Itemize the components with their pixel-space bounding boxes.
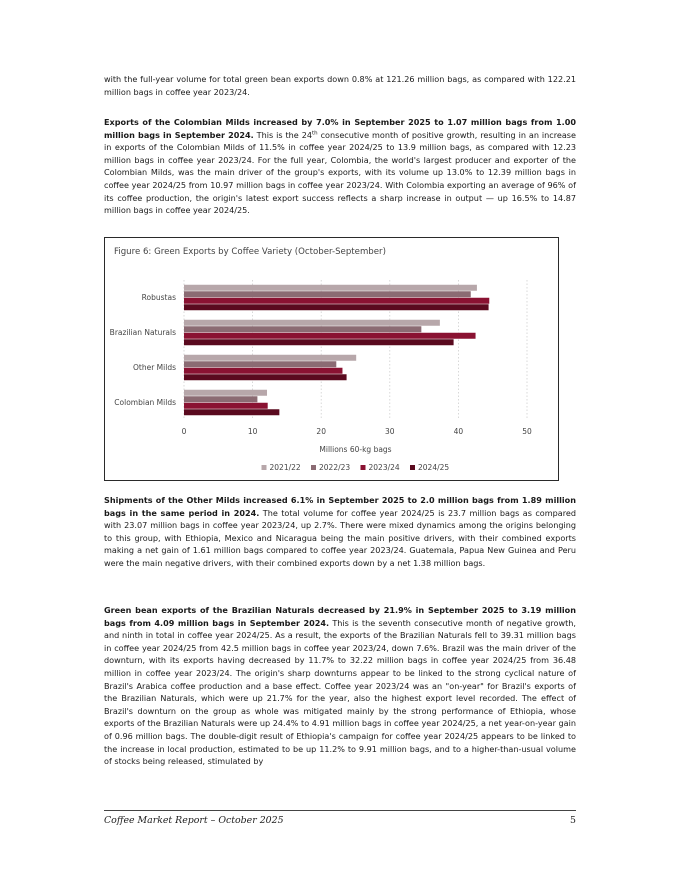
category-label: Brazilian Naturals	[109, 328, 176, 337]
superscript: th	[312, 129, 318, 136]
legend-label: 2021/22	[269, 463, 301, 472]
bar	[184, 403, 268, 409]
legend-swatch	[311, 465, 316, 470]
bar	[184, 409, 279, 415]
x-tick-label: 40	[453, 427, 464, 436]
paragraph-colombian-milds	[104, 116, 576, 217]
x-axis-label: Millions 60-kg bags	[319, 445, 392, 454]
paragraph-text: consecutive month of positive growth, resulting in an increase in exports of the Colombian Milds of 11.5% in coffee year 2024/25 to 13.9 million bags, as compared with 12.23 million bags in coffee year 2023/24. For the full year, Colombia, the world's largest producer and exporter of the Colombian Milds, was the main driver of the group's exports, with its volume up 13.0% to 12.39 million bags in coffee year 2024/25 from 10.97 million bags in coffee year 2023/24. With Colombia exporting an average of 96% of its coffee production, the origin's latest export success reflects a sharp increase in output — up 16.5% to 14.87 million bags in coffee year 2024/25.	[104, 129, 577, 216]
bar	[184, 339, 454, 345]
legend-swatch	[410, 465, 415, 470]
bar	[184, 374, 347, 380]
x-tick-label: 0	[181, 427, 187, 436]
x-tick-label: 50	[522, 427, 532, 436]
bar	[184, 304, 489, 310]
bar	[184, 390, 267, 396]
paragraph-lead: Green bean exports of the Brazilian Naturals decreased by 21.9% in September 2025 to 3.19 million bags from 4.09 million bags in September 2024.	[104, 605, 576, 628]
paragraph-brazilian-naturals	[104, 604, 576, 768]
bar	[184, 333, 476, 339]
figure-6	[104, 237, 559, 481]
paragraph-lead: Exports of the Colombian Milds increased by 7.0% in September 2025 to 1.07 million bags from 1.00 million bags in September 2024.	[104, 117, 576, 140]
legend-swatch	[361, 465, 366, 470]
paragraph-lead: Shipments of the Other Milds increased 6.1% in September 2025 to 2.0 million bags from 1.89 million bags in the same period in 2024.	[104, 495, 576, 518]
paragraph-text: with the full-year volume for total green bean exports down 0.8% at 121.26 million bags, as compared with 122.21 million bags in coffee year 2023/24.	[104, 74, 576, 97]
x-tick-label: 10	[247, 427, 258, 436]
bar	[184, 285, 477, 291]
bar	[184, 298, 489, 304]
x-tick-label: 20	[316, 427, 326, 436]
paragraph-text: This is the seventh consecutive month of negative growth, and ninth in total in coffee year 2024/25. As a result, the exports of the Brazilian Naturals fell to 39.31 million bags in coffee year 2024/25 from 42.5 million bags in coffee year 2023/24, down 7.6%. Brazil was the main driver of the downturn, with its exports having decreased by 11.7% to 32.22 million bags in coffee year 2024/25 from 36.48 million in coffee year 2023/24. The origin's sharp downturns appear to be linked to the strong cyclical nature of Brazil's Arabica coffee production and a base effect. Coffee year 2023/24 was an "on-year" for Brazil's exports of the Brazilian Naturals, which were up 21.7% for the year, also the highest export level recorded. The effect of Brazil's downturn on the group as whole was mitigated mainly by the strong performance of Ethiopia, whose exports of the Brazilian Naturals were up 24.4% to 4.91 million bags in coffee year 2024/25, a net year-on-year gain of 0.96 million bags. The double-digit result of Ethiopia's campaign for coffee year 2024/25 appears to be linked to the increase in local production, estimated to be up 11.2% to 9.91 million bags, and to a higher-than-usual volume of stocks being released, stimulated by	[104, 617, 577, 767]
bar-chart	[105, 238, 558, 480]
paragraph-export-total	[104, 73, 576, 98]
bar	[184, 368, 342, 374]
x-tick-label: 30	[385, 427, 395, 436]
page-number: 5	[570, 815, 576, 826]
paragraph-text: This is the 24	[253, 129, 312, 140]
bar	[184, 355, 356, 361]
paragraph-other-milds	[104, 494, 576, 570]
bar	[184, 396, 257, 402]
legend-label: 2024/25	[418, 463, 450, 472]
legend-swatch	[262, 465, 267, 470]
category-label: Other Milds	[133, 363, 176, 372]
figure-title: Figure 6: Green Exports by Coffee Variety (October-September)	[114, 247, 386, 257]
footer-divider	[104, 810, 576, 811]
footer-title: Coffee Market Report – October 2025	[104, 815, 284, 826]
bar	[184, 326, 421, 332]
paragraph-text: The total volume for coffee year 2024/25 is 23.7 million bags as compared with 23.07 million bags in coffee year 2023/24, up 2.7%. There were mixed dynamics among the origins belonging to this group, with Ethiopia, Mexico and Nicaragua being the main positive drivers, with their combined exports making a net gain of 1.61 million bags compared to coffee year 2023/24. Guatemala, Papua New Guinea and Peru were the main negative drivers, with their combined exports down by a net 1.38 million bags.	[104, 507, 576, 568]
bar	[184, 320, 440, 326]
bar	[184, 291, 471, 297]
category-label: Robustas	[141, 293, 176, 302]
bar	[184, 361, 336, 367]
category-label: Colombian Milds	[114, 398, 176, 407]
legend-label: 2022/23	[319, 463, 351, 472]
legend-label: 2023/24	[368, 463, 400, 472]
